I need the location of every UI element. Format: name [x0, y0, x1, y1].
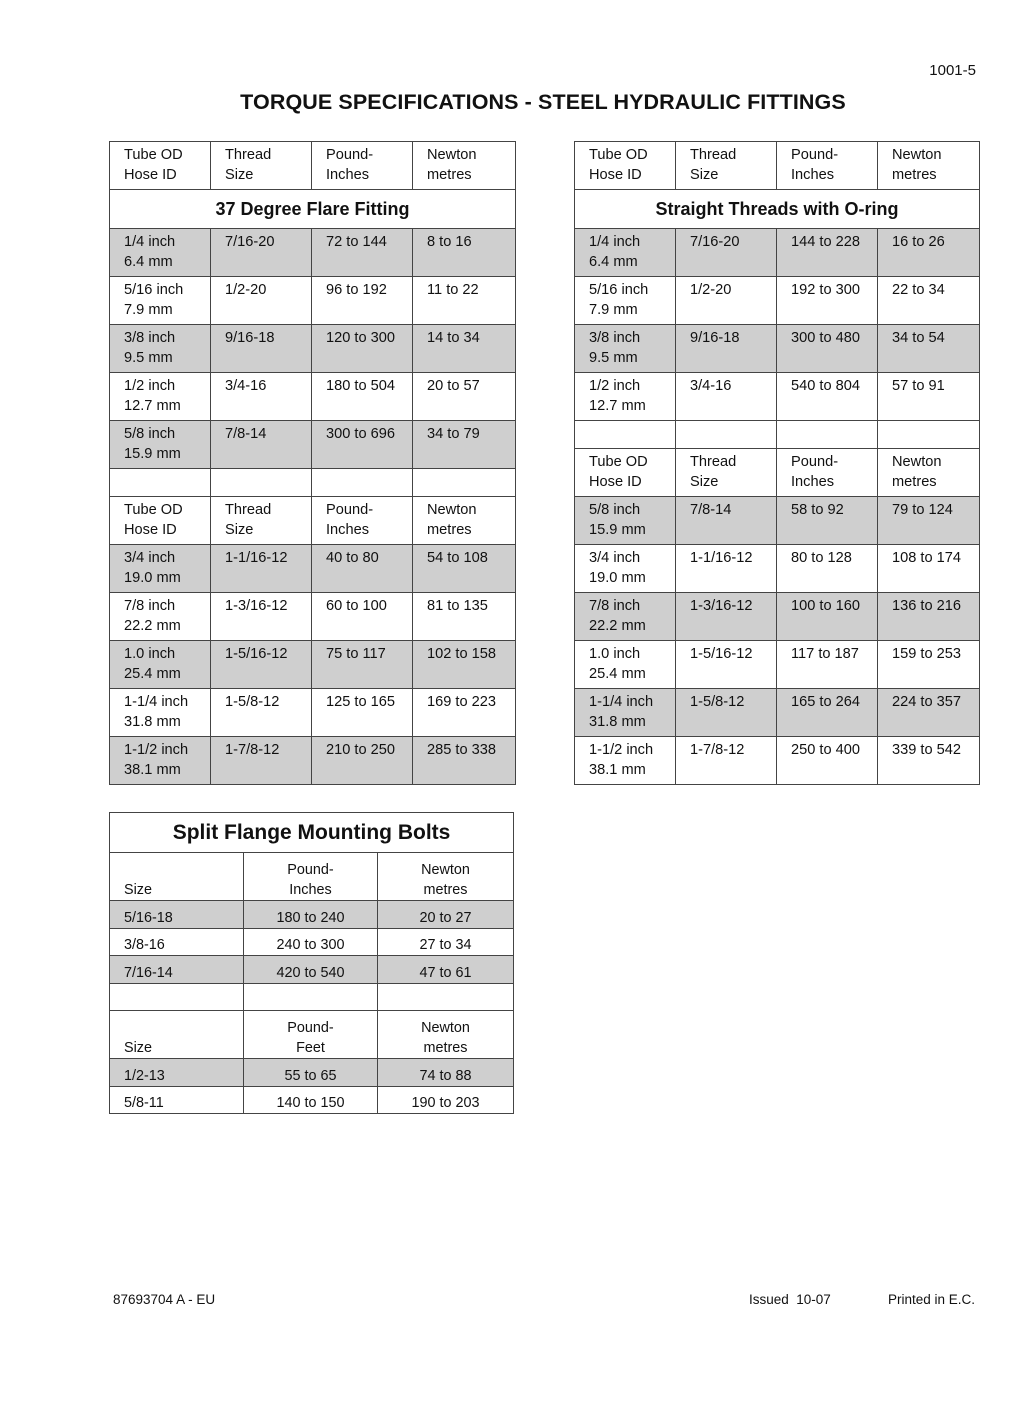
table-row: 3/8-16 240 to 300 27 to 34	[110, 929, 514, 956]
table-row: 3/4 inch 19.0 mm 1-1/16-12 40 to 80 54 to 108	[110, 545, 516, 593]
table-row: 7/16-14 420 to 540 47 to 61	[110, 956, 514, 984]
header-newton: Newton metres	[413, 142, 516, 190]
table-row: 1/2 inch 12.7 mm 3/4-16 540 to 804 57 to 91	[575, 373, 980, 421]
table-header-row	[110, 142, 516, 190]
table-row: 3/8 inch 9.5 mm 9/16-18 120 to 300 14 to 34	[110, 325, 516, 373]
table-header-row: Tube OD Hose ID Thread Size Pound- Inches Newton metres	[575, 142, 980, 190]
footer-doc-id: 87693704 A - EU	[113, 1292, 216, 1307]
table-row: 1/2 inch 12.7 mm 3/4-16 180 to 504 20 to 57	[110, 373, 516, 421]
table-row: 5/16-18 180 to 240 20 to 27	[110, 901, 514, 929]
header-pound: Pound- Inches	[312, 142, 413, 190]
page-number: 1001-5	[929, 62, 976, 79]
table-row: 1-1/2 inch 38.1 mm 1-7/8-12 250 to 400 339 to 542	[575, 737, 980, 785]
table-row: 7/8 inch 22.2 mm 1-3/16-12 100 to 160 136 to 216	[575, 593, 980, 641]
table-row: 1/2-13 55 to 65 74 to 88	[110, 1059, 514, 1087]
table-row: 1.0 inch 25.4 mm 1-5/16-12 117 to 187 159 to 253	[575, 641, 980, 689]
spacer-row	[110, 984, 514, 1011]
oring-table	[574, 141, 980, 785]
table-row: 1-1/4 inch 31.8 mm 1-5/8-12 165 to 264 224 to 357	[575, 689, 980, 737]
table-header-row: Size Pound- Inches Newton metres	[110, 853, 514, 901]
footer-issued: Issued 10-07	[749, 1292, 831, 1307]
table-row: 1-1/4 inch 31.8 mm 1-5/8-12 125 to 165 169 to 223	[110, 689, 516, 737]
table-row: 3/4 inch 19.0 mm 1-1/16-12 80 to 128 108 to 174	[575, 545, 980, 593]
header-tube: Tube OD Hose ID	[110, 142, 211, 190]
table-row: 5/16 inch 7.9 mm 1/2-20 96 to 192 11 to 22	[110, 277, 516, 325]
table-row: 1-1/2 inch 38.1 mm 1-7/8-12 210 to 250 285 to 338	[110, 737, 516, 785]
table-row: 5/8-11 140 to 150 190 to 203	[110, 1087, 514, 1114]
table-row: 1.0 inch 25.4 mm 1-5/16-12 75 to 117 102 to 158	[110, 641, 516, 689]
table-row: 3/8 inch 9.5 mm 9/16-18 300 to 480 34 to 54	[575, 325, 980, 373]
table-row: 5/8 inch 15.9 mm 7/8-14 300 to 696 34 to 79	[110, 421, 516, 469]
page-title: TORQUE SPECIFICATIONS - STEEL HYDRAULIC FITTINGS	[240, 90, 846, 114]
table-row: 7/8 inch 22.2 mm 1-3/16-12 60 to 100 81 to 135	[110, 593, 516, 641]
section-title: Straight Threads with O-ring	[575, 190, 980, 229]
table-row: 5/16 inch 7.9 mm 1/2-20 192 to 300 22 to 34	[575, 277, 980, 325]
flange-title: Split Flange Mounting Bolts	[110, 813, 514, 853]
table-header-row: Tube OD Hose ID Thread Size Pound- Inches Newton metres	[575, 449, 980, 497]
table-header-row: Size Pound- Feet Newton metres	[110, 1011, 514, 1059]
flare-fitting-table	[109, 141, 516, 785]
header-thread: Thread Size	[211, 142, 312, 190]
section-title: 37 Degree Flare Fitting	[110, 190, 516, 229]
table-header-row: Tube OD Hose ID Thread Size Pound- Inches Newton metres	[110, 497, 516, 545]
footer-printed: Printed in E.C.	[888, 1292, 976, 1307]
table-row: 1/4 inch 6.4 mm 7/16-20 72 to 144 8 to 16	[110, 229, 516, 277]
spacer-row	[110, 469, 516, 497]
spacer-row	[575, 421, 980, 449]
table-row: 1/4 inch 6.4 mm 7/16-20 144 to 228 16 to 26	[575, 229, 980, 277]
split-flange-table	[109, 812, 514, 1114]
table-row: 5/8 inch 15.9 mm 7/8-14 58 to 92 79 to 124	[575, 497, 980, 545]
